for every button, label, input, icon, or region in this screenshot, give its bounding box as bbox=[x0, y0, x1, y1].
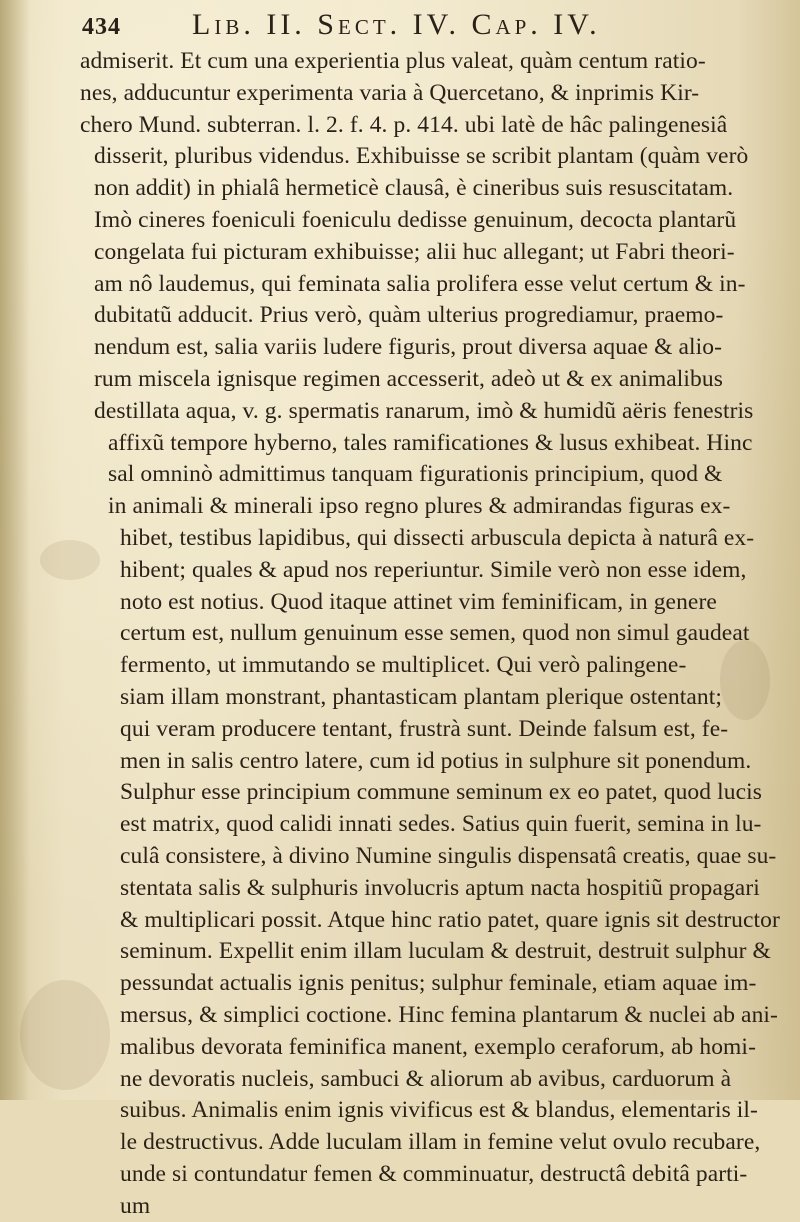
text-line: ne devoratis nucleis, sambuci & aliorum ab avibus, carduorum à bbox=[120, 1065, 732, 1092]
text-line: qui veram producere tentant, frustrà sunt. Deinde falsum est, fe- bbox=[120, 715, 729, 742]
text-line: destillata aqua, v. g. spermatis ranarum, imò & humidũ aëris fenestris bbox=[94, 397, 754, 424]
text-line: um bbox=[120, 1192, 151, 1219]
text-line: fermento, ut immutando se multiplicet. Qui verò palingene- bbox=[120, 652, 687, 679]
text-line: seminum. Expellit enim illam luculam & destruit, destruit sulphur & bbox=[120, 938, 771, 965]
text-line: Sulphur esse principium commune seminum ex eo patet, quod lucis bbox=[120, 779, 762, 806]
text-line: sal omninò admittimus tanquam figurationis principium, quod & bbox=[108, 461, 723, 488]
text-line: hibet, testibus lapidibus, qui dissecti arbuscula depicta à naturâ ex- bbox=[120, 524, 755, 551]
text-line: certum est, nullum genuinum esse semen, quod non simul gaudeat bbox=[120, 620, 750, 647]
text-line: chero Mund. subterran. l. 2. f. 4. p. 414. ubi latè de hâc palingenesiâ bbox=[80, 111, 728, 138]
text-line: admiserit. Et cum una experientia plus valeat, quàm centum ratio- bbox=[80, 48, 706, 74]
text-line: unde si contundatur femen & comminuatur, destructâ debitâ parti- bbox=[120, 1160, 748, 1187]
text-line: in animali & minerali ipso regno plures & admirandas figuras ex- bbox=[108, 493, 731, 520]
text-line: am nô laudemus, qui feminata salia prolifera esse velut certum & in- bbox=[94, 270, 746, 297]
text-line: non addit) in phialâ hermeticè clausâ, è cineribus suis resuscitatam. bbox=[94, 175, 734, 202]
running-head: Lib. II. Sect. IV. Cap. IV. bbox=[192, 8, 601, 41]
text-line: Imò cineres foeniculi foeniculu dedisse genuinum, decocta plantarũ bbox=[94, 206, 737, 233]
text-line: men in salis centro latere, cum id potius in sulphure sit ponendum. bbox=[120, 747, 752, 774]
text-line: malibus devorata feminifica manent, exemplo ceraforum, ab homi- bbox=[120, 1033, 756, 1060]
text-line: le destructivus. Adde luculam illam in femine velut ovulo recubare, bbox=[120, 1129, 761, 1156]
text-line: affixũ tempore hyberno, tales ramificationes & lusus exhibeat. Hinc bbox=[108, 429, 753, 456]
text-line: mersus, & simplici coctione. Hinc femina plantarum & nuclei ab ani- bbox=[120, 1001, 778, 1028]
page-header bbox=[82, 6, 702, 46]
text-line: noto est notius. Quod itaque attinet vim feminificam, in genere bbox=[120, 588, 717, 615]
text-line: culâ consistere, à divino Numine singulis dispensatâ creatis, quae su- bbox=[120, 842, 777, 869]
text-line: nes, adducuntur experimenta varia à Quercetano, & inprimis Kir- bbox=[80, 79, 700, 106]
page-number: 434 bbox=[82, 14, 121, 40]
text-line: dubitatũ adducit. Prius verò, quàm ulterius progrediamur, praemo- bbox=[94, 302, 724, 329]
text-line: congelata fui picturam exhibuisse; alii huc allegant; ut Fabri theori- bbox=[94, 238, 735, 265]
text-line: hibent; quales & apud nos reperiuntur. Simile verò non esse idem, bbox=[120, 556, 747, 583]
text-line: pessundat actualis ignis penitus; sulphur feminale, etiam aquae im- bbox=[120, 970, 757, 997]
text-line: siam illam monstrant, phantasticam plantam plerique ostentant; bbox=[120, 683, 723, 710]
text-line: rum miscela ignisque regimen accesserit, adeò ut & ex animalibus bbox=[94, 365, 723, 392]
text-line: & multiplicari possit. Atque hinc ratio patet, quare ignis sit destructor bbox=[120, 906, 780, 933]
text-line: nendum est, salia variis ludere figuris, prout diversa aquae & alio- bbox=[94, 334, 723, 361]
text-line: est matrix, quod calidi innati sedes. Satius quin fuerit, semina in lu- bbox=[120, 811, 762, 838]
page-gutter-shadow bbox=[0, 0, 30, 1100]
text-line: suibus. Animalis enim ignis vivificus est & blandus, elementaris il- bbox=[120, 1097, 758, 1124]
body-text bbox=[80, 46, 780, 1222]
text-line: disserit, pluribus videndus. Exhibuisse se scribit plantam (quàm verò bbox=[94, 143, 749, 170]
text-line: stentata salis & sulphuris involucris aptum nacta hospitiũ propagari bbox=[120, 874, 760, 901]
